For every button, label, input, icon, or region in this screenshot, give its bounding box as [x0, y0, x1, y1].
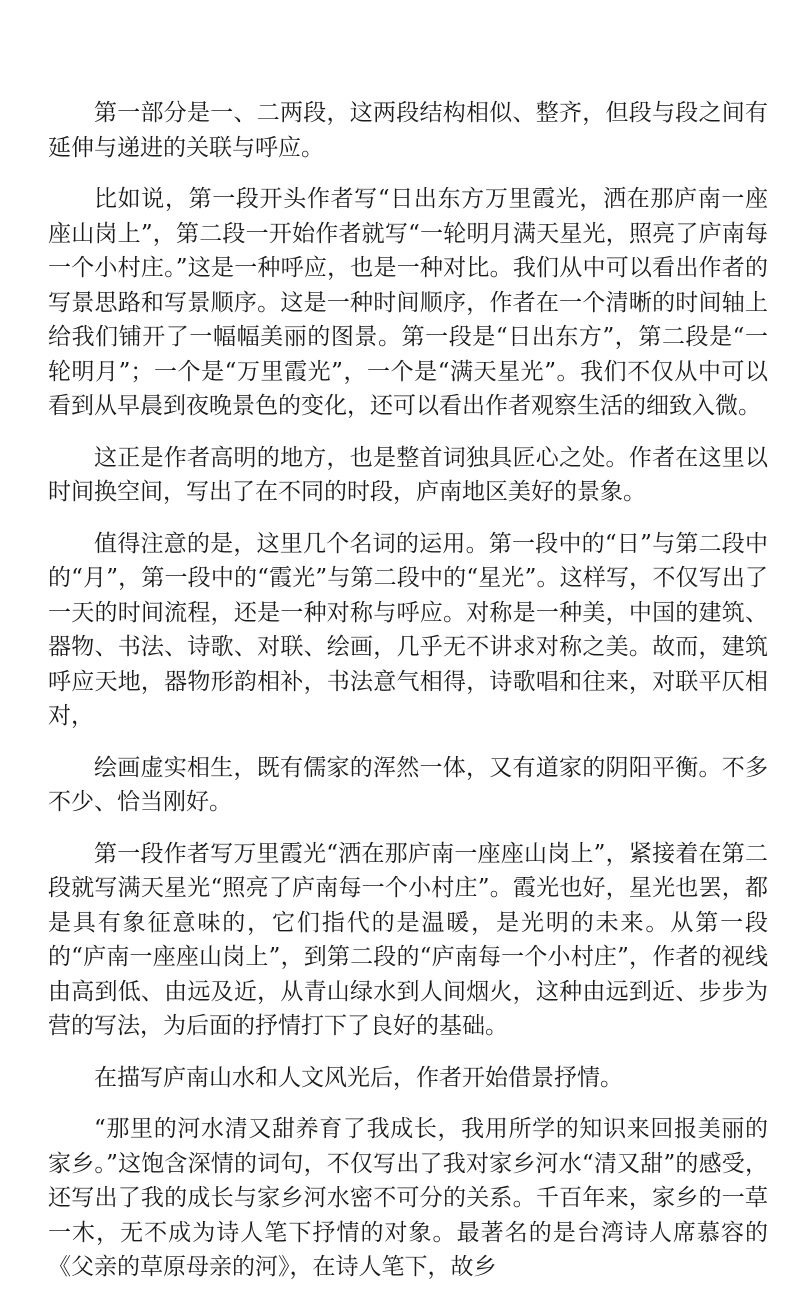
paragraph-4: 值得注意的是，这里几个名词的运用。第一段中的“日”与第二段中的“月”，第一段中的“霞光”与第二段中的“星光”。这样写，不仅写出了一天的时间流程，还是一种对称与呼应。对称是一种美，中国的建筑、器物、书法、诗歌、对联、绘画，几乎无不讲求对称之美。故而，建筑呼应天地，器物形韵相补，书法意气相得，诗歌唱和往来，对联平仄相对，: [48, 530, 768, 729]
paragraph-5: 绘画虚实相生，既有儒家的浑然一体，又有道家的阴阳平衡。不多不少、恰当刚好。: [48, 754, 768, 815]
paragraph-6: 第一段作者写万里霞光“洒在那庐南一座座山岗上”，紧接着在第二段就写满天星光“照亮了庐南每一个小村庄”。霞光也好，星光也罢，都是具有象征意味的，它们指代的是温暖，是光明的未来。从第一段的“庐南一座座山岗上”，到第二段的“庐南每一个小村庄”，作者的视线由高到低、由远及近，从青山绿水到人间烟火，这种由远到近、步步为营的写法，为后面的抒情打下了良好的基础。: [48, 840, 768, 1039]
paragraph-8: “那里的河水清又甜养育了我成长，我用所学的知识来回报美丽的家乡。”这饱含深情的词句，不仅写出了我对家乡河水“清又甜”的感受，还写出了我的成长与家乡河水密不可分的关系。千百年来，家乡的一草一木，无不成为诗人笔下抒情的对象。最著名的是台湾诗人席慕容的《父亲的草原母亲的河》，在诗人笔下，故乡: [48, 1116, 768, 1280]
document-page: [48, 96, 768, 1302]
paragraph-7: 在描写庐南山水和人文风光后，作者开始借景抒情。: [94, 1064, 623, 1091]
paragraph-2: 比如说，第一段开头作者写“日出东方万里霞光，洒在那庐南一座座山岗上”，第二段一开始作者就写“一轮明月满天星光，照亮了庐南每一个小村庄。”这是一种呼应，也是一种对比。我们从中可以看出作者的写景思路和写景顺序。这是一种时间顺序，作者在一个清晰的时间轴上给我们铺开了一幅幅美丽的图景。第一段是“日出东方”，第二段是“一轮明月”；一个是“万里霞光”，一个是“满天星光”。我们不仅从中可以看到从早晨到夜晚景色的变化，还可以看出作者观察生活的细致入微。: [48, 186, 768, 419]
paragraph-1: 第一部分是一、二两段，这两段结构相似、整齐，但段与段之间有延伸与递进的关联与呼应。: [48, 100, 768, 161]
paragraph-3: 这正是作者高明的地方，也是整首词独具匠心之处。作者在这里以时间换空间，写出了在不同的时段，庐南地区美好的景象。: [48, 444, 768, 505]
